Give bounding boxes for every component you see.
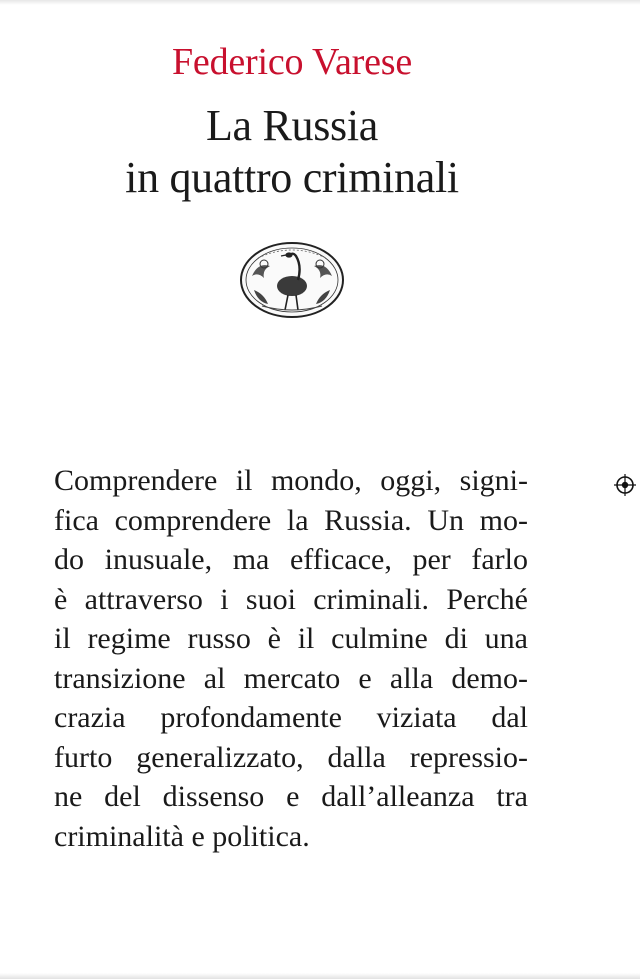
crosshair-icon xyxy=(614,474,636,496)
blurb-line: ne del dissenso e dall’alleanza tra xyxy=(54,780,528,813)
blurb-line: do inusuale, ma efficace, per farlo xyxy=(54,543,528,576)
blurb-line: furto generalizzato, dalla repressio- xyxy=(54,740,528,774)
blurb-line: Comprendere il mondo, oggi, signi- xyxy=(54,464,528,497)
blurb-line: fica comprendere la Russia. Un mo- xyxy=(54,503,528,537)
blurb-line: è attraverso i suoi criminali. Perché xyxy=(54,582,528,616)
book-title-line-1: La Russia xyxy=(205,101,379,150)
page-top-edge xyxy=(0,0,640,5)
book-title-line-2: in quattro criminali xyxy=(125,153,459,202)
book-title xyxy=(0,100,584,204)
blurb-line: il regime russo è il culmine di una xyxy=(54,622,528,655)
ostrich-seal-icon xyxy=(238,240,346,320)
blurb-line: transizione al mercato e alla demo- xyxy=(54,661,528,695)
blurb-text xyxy=(54,461,528,856)
blurb-line: crazia profondamente viziata dal xyxy=(54,701,528,734)
author-name: Federico Varese xyxy=(171,41,413,83)
page-bottom-edge xyxy=(0,973,640,979)
blurb-line: criminalità e politica. xyxy=(54,819,310,853)
